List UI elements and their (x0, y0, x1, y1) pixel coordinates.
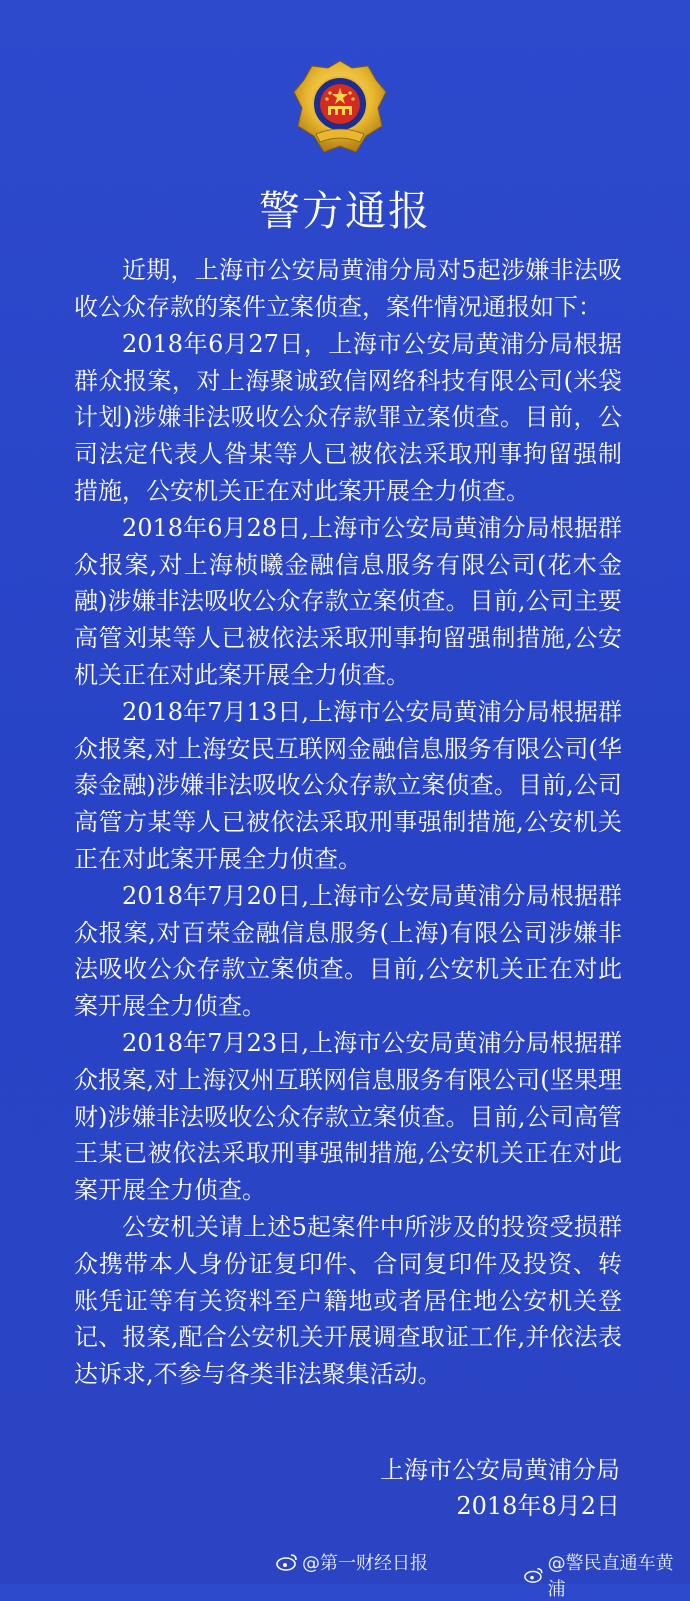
signature-block (380, 1452, 620, 1524)
case-paragraph-5: 2018年7月23日,上海市公安局黄浦分局根据群众报案,对上海汉州互联网信息服务有限公司(坚果理财)涉嫌非法吸收公众存款立案侦查。目前,公司高管王某已被依法采取刑事强制措施,公安机关正在对此案开展全力侦查。 (74, 1029, 622, 1204)
issuer-signature: 上海市公安局黄浦分局 (380, 1456, 620, 1484)
watermark-1 (276, 1549, 428, 1575)
weibo-icon (524, 1566, 544, 1584)
watermark-text-1: @第一财经日报 (302, 1553, 428, 1574)
appeal-paragraph: 公安机关请上述5起案件中所涉及的投资受损群众携带本人身份证复印件、合同复印件及投资、转账凭证等有关资料至户籍地或者居住地公安机关登记、报案,配合公安机关开展调查取证工作,并依法表达诉求,不参与各类非法聚集活动。 (74, 1213, 622, 1388)
police-emblem-icon (290, 58, 390, 158)
case-paragraph-3: 2018年7月13日,上海市公安局黄浦分局根据群众报案,对上海安民互联网金融信息服务有限公司(华泰金融)涉嫌非法吸收公众存款立案侦查。目前,公司高管方某等人已被依法采取刑事强制措施,公安机关正在对此案开展全力侦查。 (74, 698, 622, 873)
intro-paragraph: 近期，上海市公安局黄浦分局对5起涉嫌非法吸收公众存款的案件立案侦查，案件情况通报如下： (74, 256, 622, 321)
watermark-text-2: @警民直通车黄浦 (547, 1553, 674, 1600)
weibo-icon (276, 1553, 298, 1571)
case-paragraph-4: 2018年7月20日,上海市公安局黄浦分局根据群众报案,对百荣金融信息服务(上海)有限公司涉嫌非法吸收公众存款立案侦查。目前,公安机关正在对此案开展全力侦查。 (74, 882, 622, 1020)
watermark-2 (524, 1549, 676, 1601)
watermark-bar (276, 1545, 676, 1600)
case-paragraph-2: 2018年6月28日,上海市公安局黄浦分局根据群众报案,对上海桢曦金融信息服务有限公司(花木金融)涉嫌非法吸收公众存款立案侦查。目前,公司主要高管刘某等人已被依法采取刑事拘留强制措施,公安机关正在对此案开展全力侦查。 (74, 514, 622, 689)
case-paragraph-1: 2018年6月27日，上海市公安局黄浦分局根据群众报案，对上海聚诚致信网络科技有限公司(米袋计划)涉嫌非法吸收公众存款罪立案侦查。目前，公司法定代表人昝某等人已被依法采取刑事拘留强制措施，公安机关正在对此案开展全力侦查。 (74, 330, 622, 505)
issue-date: 2018年8月2日 (456, 1492, 620, 1520)
notice-body (74, 252, 622, 1393)
notice-title: 警方通报 (259, 187, 431, 235)
